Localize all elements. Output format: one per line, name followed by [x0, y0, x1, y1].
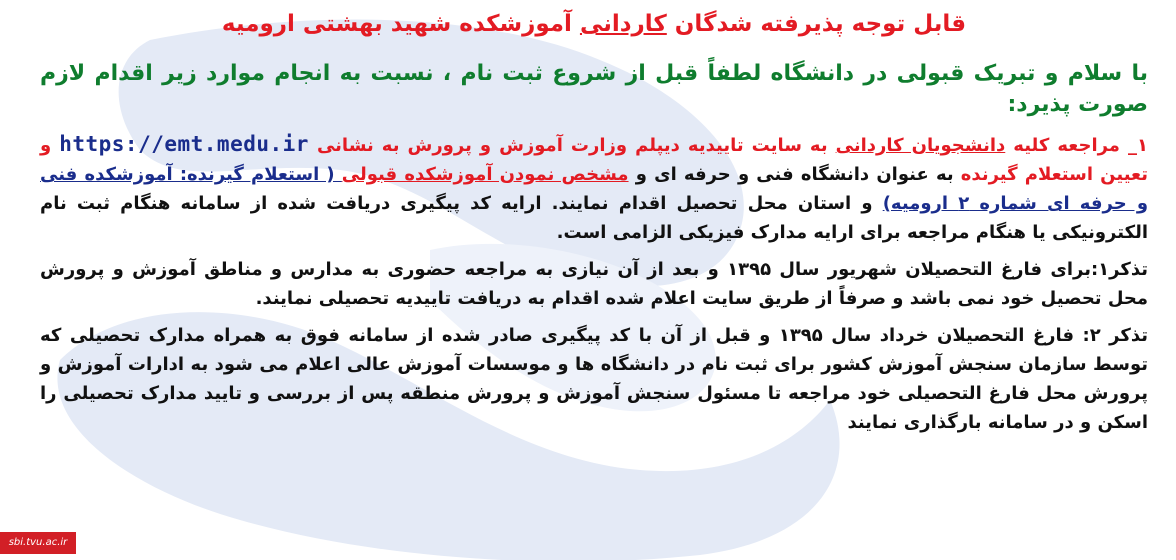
item1-i: و استان محل تحصیل اقدام نمایند. ارایه کد پیگیری دریافت شده از سامانه هنگام ثبت نام الکترونیکی یا هنگام مراجعه برای ارایه مدارک فیزیکی الزامی است.	[40, 193, 1148, 243]
item1-prefix: ۱_	[1119, 135, 1148, 156]
note2-paragraph: تذکر ۲: فارغ التحصیلان خرداد سال ۱۳۹۵ و قبل از آن با کد پیگیری صادر شده از سامانه فوق به همراه مدارک تحصیلی که توسط سازمان سنجش آموزش کشور برای ثبت نام در دانشگاه ها و موسسات آموزش عالی اعلام می شود به ادارات آموزش و پرورش محل فارغ التحصیلی خود مراجعه تا مسئول سنجش آموزش و پرورش منطقه پس از بررسی و تایید مدارک تحصیلی را اسکن و در سامانه بارگذاری نمایند	[40, 325, 1148, 433]
item1-h: ( استعلام گیرنده: آموزشکده فنی و حرفه ای شماره ۲ ارومیه)	[40, 164, 1149, 214]
item1-a: مراجعه کلیه	[1005, 135, 1120, 156]
item1-paragraph	[40, 130, 1148, 247]
item1-f: به عنوان دانشگاه فنی و حرفه ای و	[628, 164, 961, 185]
item1-url-link[interactable]: https://emt.medu.ir	[59, 132, 309, 156]
site-badge: sbi.tvu.ac.ir	[0, 532, 76, 554]
item1-d: و	[40, 135, 60, 156]
document-body	[40, 0, 1148, 445]
note1-paragraph: تذکر۱:برای فارغ التحصیلان شهریور سال ۱۳۹۵ و بعد از آن نیازی به مراجعه حضوری به مدارس و مناطق آموزش و پرورش محل تحصیل خود نمی باشد و صرفاً از طریق سایت اعلام شده اقدام به دریافت تاییدیه تحصیلی نمایند.	[40, 259, 1148, 309]
greeting-paragraph: با سلام و تبریک قبولی در دانشگاه لطفاً قبل از شروع ثبت نام ، نسبت به انجام موارد زیر اقدام لازم صورت پذیرد:	[40, 61, 1148, 117]
title-part3: آموزشکده شهید بهشتی ارومیه	[221, 11, 580, 37]
item1-g: مشخص نمودن آموزشکده قبولی	[341, 164, 629, 185]
item1-c: به سایت تاییدیه دیپلم وزارت آموزش و پرورش به نشانی	[308, 135, 836, 156]
item1-b: دانشجویان کاردانی	[835, 135, 1006, 156]
title-part2: کاردانی	[579, 11, 667, 37]
title-part1: قابل توجه پذیرفته شدگان	[666, 11, 967, 37]
page-title	[40, 8, 1148, 40]
item1-e: تعیین استعلام گیرنده	[960, 164, 1148, 185]
